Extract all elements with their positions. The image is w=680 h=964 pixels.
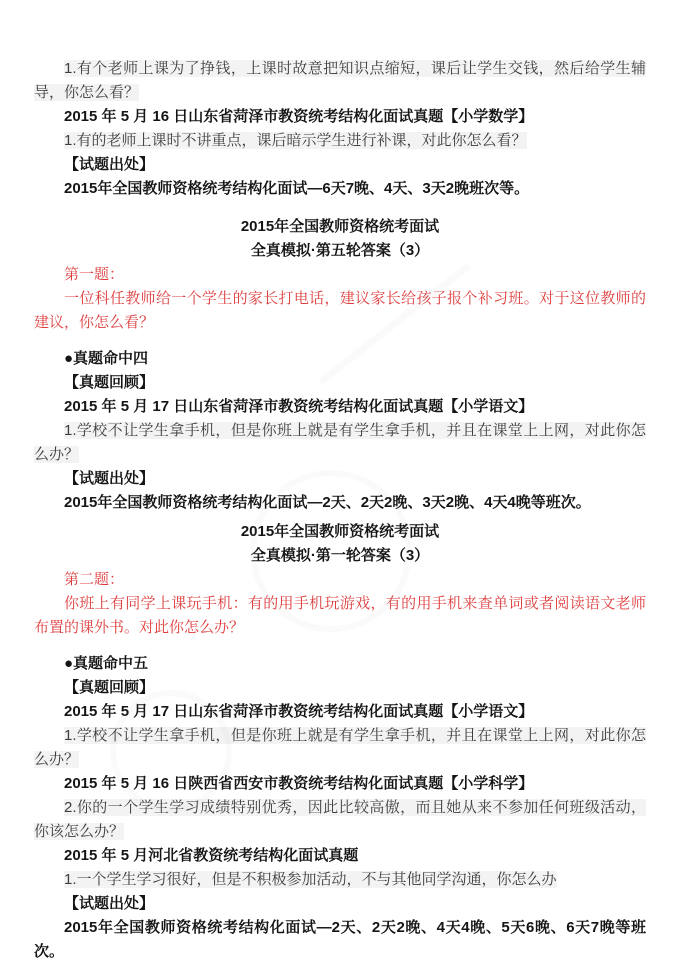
text-run: 一位科任教师给一个学生的家长打电话，建议家长给孩子报个补习班。对于这位教师的建议，你怎么看？: [34, 290, 646, 331]
exam-source-line: [34, 916, 646, 964]
highlighted-text: 1.一个学生学习很好，但是不积极参加活动，不与其他同学沟通，你怎么办: [64, 871, 557, 888]
exam-source-line: [34, 844, 646, 868]
text-run: 2015 年 5 月 16 日山东省菏泽市教资统考结构化面试真题【小学数学】: [64, 108, 534, 125]
section: [34, 520, 646, 640]
mock-question-red: [34, 568, 646, 592]
text-run: 2015年全国教师资格统考结构化面试—2天、2天2晚、3天2晚、4天4晚等班次。: [64, 494, 591, 511]
exam-source-line: [34, 467, 646, 491]
highlighted-text: 2.你的一个学生学习成绩特别优秀，因此比较高傲，而且她从来不参加任何班级活动，你该怎么办？: [34, 799, 646, 840]
mock-question-red: [34, 263, 646, 287]
text-run: 2015年全国教师资格统考结构化面试—2天、2天2晚、4天4晚、5天6晚、6天7晚等班次。: [34, 919, 646, 960]
text-run: 2015 年 5 月 16 日陕西省西安市教资统考结构化面试真题【小学科学】: [64, 775, 534, 792]
question-text: [34, 796, 646, 844]
text-run: 【真题回顾】: [64, 374, 155, 391]
exam-source-line: [34, 371, 646, 395]
text-run: 全真模拟·第五轮答案（3）: [250, 242, 430, 259]
exam-source-line: [34, 491, 646, 515]
text-run: 2015年全国教师资格统考面试: [240, 218, 440, 235]
text-run: 【试题出处】: [64, 895, 155, 912]
mock-question-red: [34, 287, 646, 335]
document-body: [34, 57, 646, 964]
highlighted-text: 1.学校不让学生拿手机，但是你班上就是有学生拿手机，并且在课堂上上网，对此你怎么办？: [34, 422, 646, 463]
question-text: [34, 868, 646, 892]
exam-source-line: [34, 105, 646, 129]
section: [34, 215, 646, 335]
text-run: 你班上有同学上课玩手机：有的用手机玩游戏，有的用手机来查单词或者阅读语文老师布置的课外书。对此你怎么办？: [34, 595, 646, 636]
text-run: 2015 年 5 月河北省教资统考结构化面试真题: [64, 847, 359, 864]
exam-source-line: [34, 652, 646, 676]
text-run: 第二题：: [64, 571, 125, 588]
exam-source-line: [34, 892, 646, 916]
highlighted-text: 1.有的老师上课时不讲重点，课后暗示学生进行补课，对此你怎么看？: [64, 132, 527, 149]
text-run: 2015年全国教师资格统考结构化面试—6天7晚、4天、3天2晚班次等。: [64, 180, 530, 197]
text-run: ●真题命中四: [64, 350, 149, 367]
exam-source-line: [34, 772, 646, 796]
section: [34, 652, 646, 964]
section: [34, 347, 646, 515]
exam-source-line: [34, 177, 646, 201]
exam-source-line: [34, 700, 646, 724]
exam-source-line: [34, 347, 646, 371]
text-run: 2015年全国教师资格统考面试: [240, 523, 440, 540]
highlighted-text: 1.有个老师上课为了挣钱，上课时故意把知识点缩短，课后让学生交钱，然后给学生辅导，你怎么看？: [34, 60, 646, 101]
question-text: [34, 724, 646, 772]
question-text: [34, 57, 646, 105]
text-run: 2015 年 5 月 17 日山东省菏泽市教资统考结构化面试真题【小学语文】: [64, 398, 534, 415]
text-run: 【试题出处】: [64, 470, 155, 487]
question-text: [34, 129, 646, 153]
exam-source-line: [34, 676, 646, 700]
text-run: 全真模拟·第一轮答案（3）: [250, 547, 430, 564]
mock-question-red: [34, 592, 646, 640]
section-title: [34, 215, 646, 239]
exam-source-line: [34, 153, 646, 177]
section-title: [34, 239, 646, 263]
highlighted-text: 1.学校不让学生拿手机，但是你班上就是有学生拿手机，并且在课堂上上网，对此你怎么办？: [34, 727, 646, 768]
text-run: 第一题：: [64, 266, 125, 283]
exam-source-line: [34, 395, 646, 419]
section-title: [34, 520, 646, 544]
section: [34, 57, 646, 201]
text-run: 【试题出处】: [64, 156, 155, 173]
text-run: 【真题回顾】: [64, 679, 155, 696]
question-text: [34, 419, 646, 467]
section-title: [34, 544, 646, 568]
text-run: ●真题命中五: [64, 655, 149, 672]
text-run: 2015 年 5 月 17 日山东省菏泽市教资统考结构化面试真题【小学语文】: [64, 703, 534, 720]
